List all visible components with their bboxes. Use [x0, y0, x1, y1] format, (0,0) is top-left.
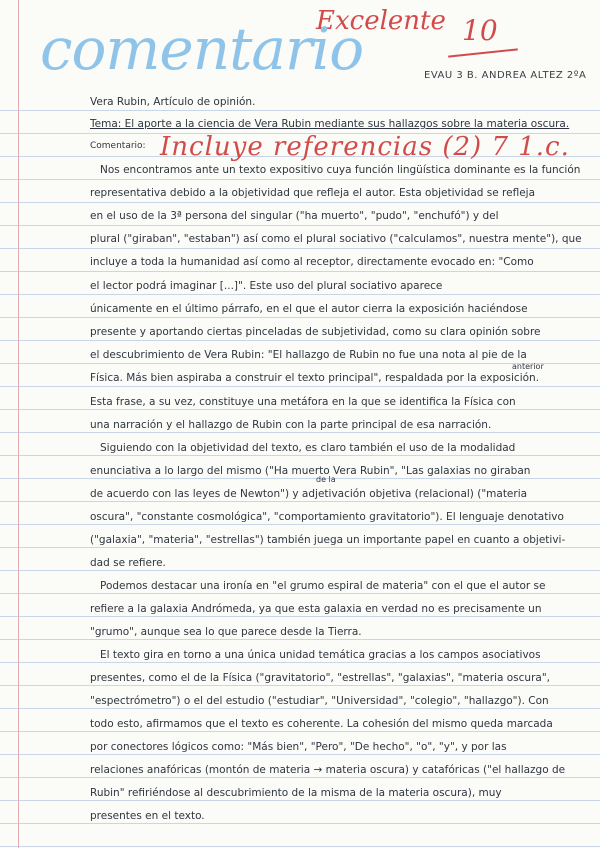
ruled-line — [0, 616, 600, 617]
ruled-line — [0, 202, 600, 203]
text-line: únicamente en el último párrafo, en el que el autor cierra la exposición haciéndose — [90, 303, 528, 315]
ruled-line — [0, 662, 600, 663]
ruled-line — [0, 179, 600, 180]
text-line: Tema: El aporte a la ciencia de Vera Rubin mediante sus hallazgos sobre la materia oscura. — [90, 118, 570, 130]
ruled-line — [0, 593, 600, 594]
ruled-line — [0, 754, 600, 755]
ruled-line — [0, 363, 600, 364]
ruled-line — [0, 524, 600, 525]
text-line: el descubrimiento de Vera Rubin: "El hallazgo de Rubin no fue una nota al pie de la — [90, 349, 527, 361]
ruled-line — [0, 501, 600, 502]
text-line: presentes en el texto. — [90, 810, 205, 822]
text-line: presente y aportando ciertas pinceladas de subjetividad, como su clara opinión sobre — [90, 326, 541, 338]
text-line: Esta frase, a su vez, constituye una metáfora en la que se identifica la Física con — [90, 396, 516, 408]
ruled-line — [0, 317, 600, 318]
text-line: dad se refiere. — [90, 557, 166, 569]
margin-line — [18, 0, 19, 848]
ruled-line — [0, 340, 600, 341]
text-line: Rubin" refiriéndose al descubrimiento de la misma de la materia oscura), muy — [90, 787, 502, 799]
ruled-line — [0, 478, 600, 479]
text-line: "espectrómetro") o el del estudio ("estudiar", "Universidad", "colegio", "hallazgo"). Con — [90, 695, 549, 707]
ruled-line — [0, 432, 600, 433]
ruled-line — [0, 294, 600, 295]
text-line: Vera Rubin, Artículo de opinión. — [90, 96, 256, 108]
text-line: oscura", "constante cosmológica", "comportamiento gravitatorio"). El lenguaje denotativo — [90, 511, 564, 523]
ruled-line — [0, 386, 600, 387]
author-label: EVAU 3 B. ANDREA ALTEZ 2ºA — [424, 70, 587, 81]
ruled-line — [0, 409, 600, 410]
text-line: ("galaxia", "materia", "estrellas") también juega un importante papel en cuanto a objetivi- — [90, 534, 566, 546]
text-line: Nos encontramos ante un texto expositivo cuya función lingüística dominante es la función — [100, 164, 581, 176]
annotation-anterior: anterior — [512, 362, 544, 371]
ruled-line — [0, 823, 600, 824]
ruled-line — [0, 777, 600, 778]
text-line: Siguiendo con la objetividad del texto, es claro también el uso de la modalidad — [100, 442, 516, 454]
ruled-line — [0, 225, 600, 226]
ruled-line — [0, 570, 600, 571]
ruled-line — [0, 846, 600, 847]
ruled-line — [0, 110, 600, 111]
ruled-line — [0, 685, 600, 686]
ruled-line — [0, 248, 600, 249]
text-line: enunciativa a lo largo del mismo ("Ha muerto Vera Rubin", "Las galaxias no giraban — [90, 465, 531, 477]
text-line: relaciones anafóricas (montón de materia → materia oscura) y catafóricas ("el hallazgo de — [90, 764, 566, 776]
grade-word: Excelente — [316, 6, 446, 36]
ruled-line — [0, 271, 600, 272]
ruled-line — [0, 639, 600, 640]
ruled-line — [0, 708, 600, 709]
text-line: plural ("giraban", "estaban") así como el plural sociativo ("calculamos", nuestra mente"), que — [90, 233, 582, 245]
text-line: incluye a toda la humanidad así como al receptor, directamente evocado en: "Como — [90, 256, 534, 268]
text-line: representativa debido a la objetividad que refleja el autor. Esta objetividad se refleja — [90, 187, 536, 199]
text-line: El texto gira en torno a una única unidad temática gracias a los campos asociativos — [100, 649, 541, 661]
text-line: presentes, como el de la Física ("gravitatorio", "estrellas", "galaxias", "materia oscura", — [90, 672, 550, 684]
text-line: Física. Más bien aspiraba a construir el texto principal", respaldada por la exposición. — [90, 372, 540, 384]
text-line: todo esto, afirmamos que el texto es coherente. La cohesión del mismo queda marcada — [90, 718, 553, 730]
grade-number: 10 — [462, 14, 498, 47]
ruled-line — [0, 731, 600, 732]
text-line: "grumo", aunque sea lo que parece desde la Tierra. — [90, 626, 362, 638]
text-line: en el uso de la 3ª persona del singular ("ha muerto", "pudo", "enchufó") y del — [90, 210, 499, 222]
ruled-line — [0, 547, 600, 548]
text-line: Comentario: — [90, 141, 146, 151]
text-line: refiere a la galaxia Andrómeda, ya que esta galaxia en verdad no es precisamente un — [90, 603, 542, 615]
review-note: Incluye referencias (2) 7 1.c. — [160, 132, 570, 162]
grade-underline — [448, 48, 518, 57]
ruled-line — [0, 455, 600, 456]
ruled-line — [0, 800, 600, 801]
text-line: por conectores lógicos como: "Más bien", "Pero", "De hecho", "o", "y", y por las — [90, 741, 507, 753]
text-line: una narración y el hallazgo de Rubin con la parte principal de esa narración. — [90, 419, 492, 431]
text-line: de acuerdo con las leyes de Newton") y adjetivación objetiva (relacional) ("materia — [90, 488, 528, 500]
text-line: el lector podrá imaginar [...]". Este uso del plural sociativo aparece — [90, 280, 443, 292]
annotation-de-la: de la — [316, 475, 336, 484]
text-line: Podemos destacar una ironía en "el grumo espiral de materia" con el que el autor se — [100, 580, 546, 592]
page-title: comentario — [40, 15, 364, 83]
